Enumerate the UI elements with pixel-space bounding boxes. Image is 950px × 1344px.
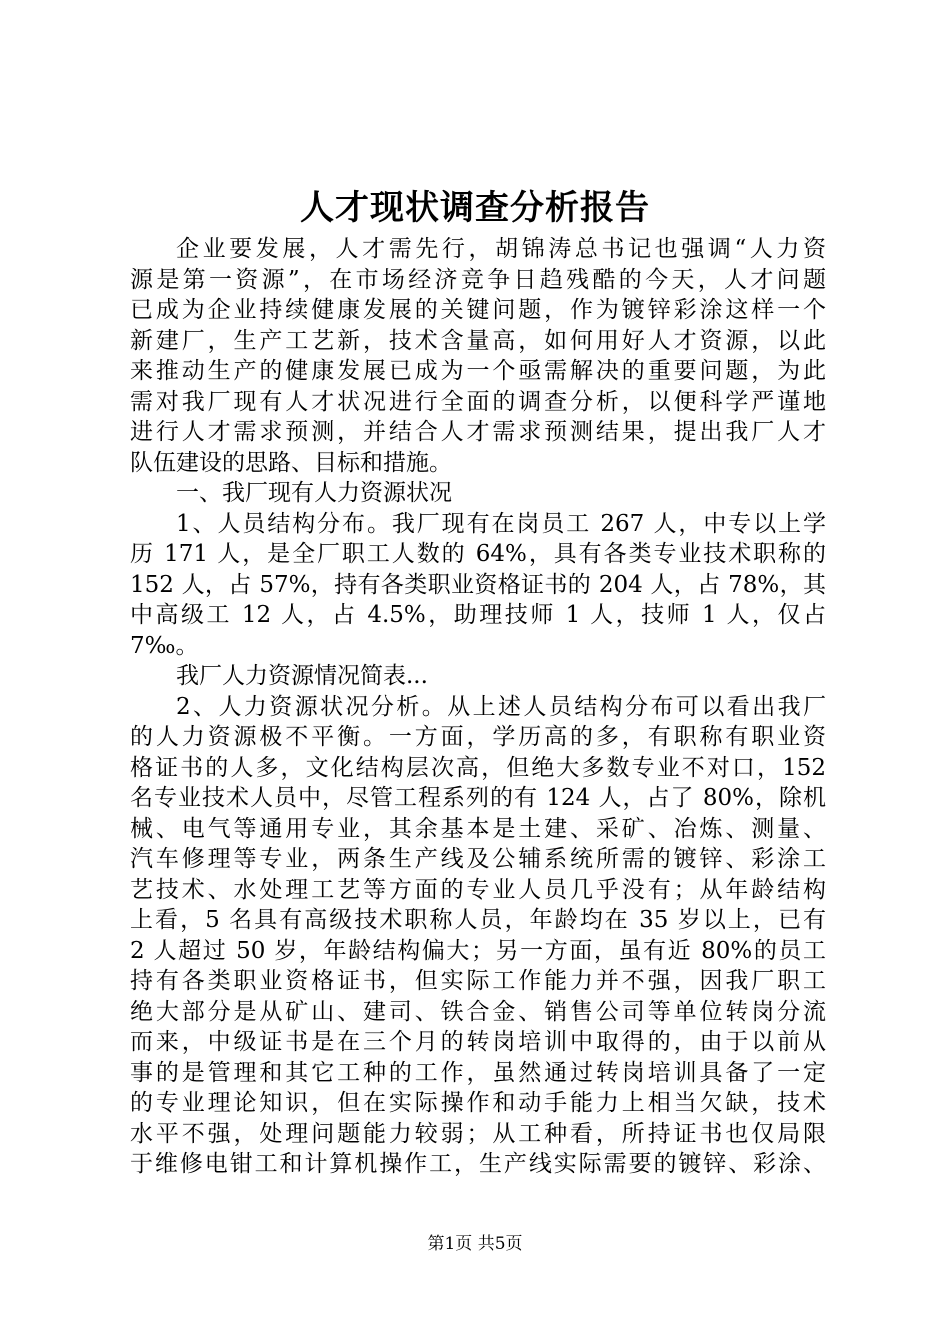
- document-body: [130, 234, 826, 1180]
- text-line: 1、人员结构分布。我厂现有在岗员工 267 人，中专以上学: [176, 510, 826, 537]
- text-line: 进行人才需求预测，并结合人才需求预测结果，提出我厂人才: [130, 419, 826, 445]
- text-line: 持有各类职业资格证书，但实际工作能力并不强，因我厂职工: [130, 968, 826, 994]
- text-line: 2 人超过 50 岁，年龄结构偏大；另一方面，虽有近 80%的员工: [130, 937, 826, 964]
- text-line: 于维修电钳工和计算机操作工，生产线实际需要的镀锌、彩涂、: [130, 1151, 826, 1177]
- text-line: 水平不强，处理问题能力较弱；从工种看，所持证书也仅局限: [130, 1120, 826, 1147]
- text-line: 名专业技术人员中，尽管工程系列的有 124 人，占了 80%，除机: [130, 785, 826, 811]
- text-line: 我厂人力资源情况简表...: [176, 663, 428, 689]
- text-line: 上看，5 名具有高级技术职称人员，年龄均在 35 岁以上，已有: [130, 907, 826, 933]
- text-line: 源是第一资源”，在市场经济竞争日趋残酷的今天，人才问题: [130, 266, 826, 293]
- text-line: 事的是管理和其它工种的工作，虽然通过转岗培训具备了一定: [130, 1059, 826, 1086]
- text-line: 7‰。: [130, 632, 199, 659]
- text-line: 历 171 人，是全厂职工人数的 64%，具有各类专业技术职称的: [130, 541, 826, 567]
- text-line: 一、我厂现有人力资源状况: [176, 480, 452, 506]
- text-line: 艺技术、水处理工艺等方面的专业人员几乎没有；从年龄结构: [130, 876, 826, 903]
- page-footer: 第1页 共5页: [427, 1234, 523, 1254]
- text-line: 格证书的人多，文化结构层次高，但绝大多数专业不对口，152: [130, 754, 826, 781]
- text-line: 的人力资源极不平衡。一方面，学历高的多，有职称有职业资: [130, 724, 826, 750]
- document-title: 人才现状调查分析报告: [300, 188, 650, 228]
- text-line: 已成为企业持续健康发展的关键问题，作为镀锌彩涂这样一个: [130, 297, 826, 323]
- text-line: 企业要发展，人才需先行，胡锦涛总书记也强调“人力资: [176, 236, 826, 262]
- text-line: 械、电气等通用专业，其余基本是土建、采矿、冶炼、测量、: [130, 815, 826, 842]
- text-line: 2、人力资源状况分析。从上述人员结构分布可以看出我厂: [176, 693, 826, 720]
- text-line: 汽车修理等专业，两条生产线及公辅系统所需的镀锌、彩涂工: [130, 846, 826, 872]
- text-line: 新建厂，生产工艺新，技术含量高，如何用好人才资源，以此: [130, 327, 826, 354]
- text-line: 绝大部分是从矿山、建司、铁合金、销售公司等单位转岗分流: [130, 998, 826, 1025]
- text-line: 而来，中级证书是在三个月的转岗培训中取得的，由于以前从: [130, 1029, 826, 1055]
- text-line: 队伍建设的思路、目标和措施。: [130, 449, 452, 476]
- text-line: 来推动生产的健康发展已成为一个亟需解决的重要问题，为此: [130, 358, 826, 384]
- text-line: 的专业理论知识，但在实际操作和动手能力上相当欠缺，技术: [130, 1090, 826, 1116]
- text-line: 需对我厂现有人才状况进行全面的调查分析，以便科学严谨地: [130, 388, 826, 415]
- text-line: 中高级工 12 人，占 4.5%，助理技师 1 人，技师 1 人，仅占: [130, 602, 826, 628]
- text-line: 152 人，占 57%，持有各类职业资格证书的 204 人，占 78%，其: [130, 571, 826, 598]
